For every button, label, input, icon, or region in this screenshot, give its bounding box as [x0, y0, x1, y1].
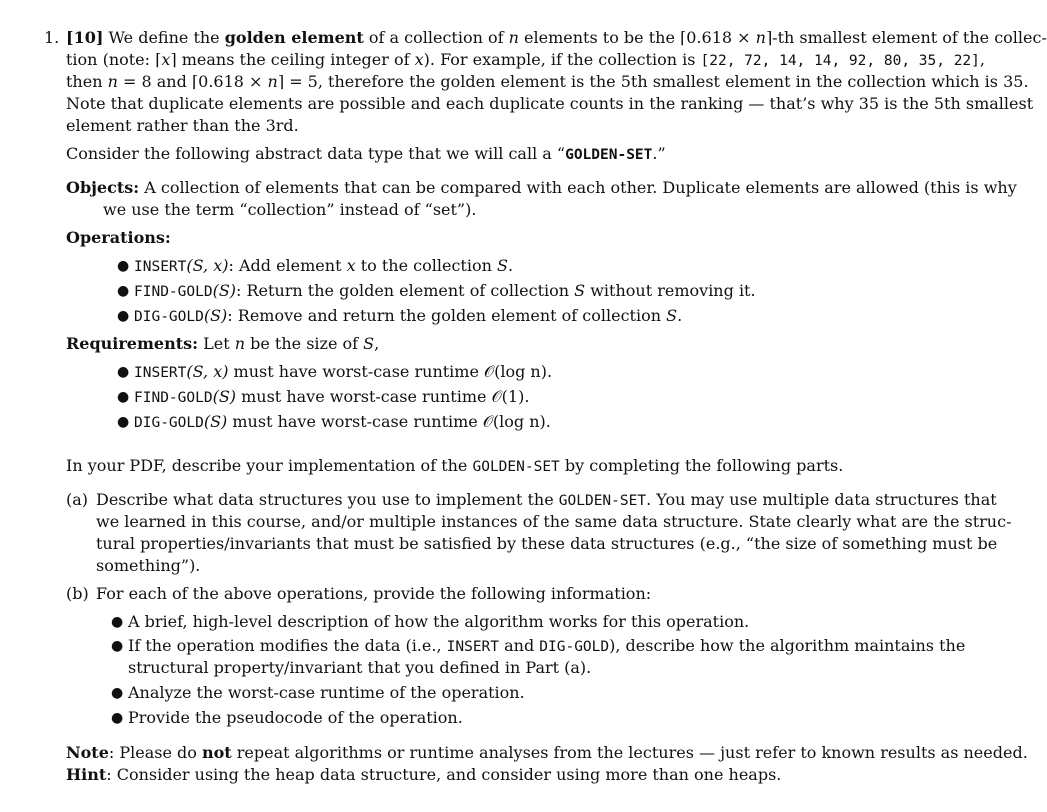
bullet-icon: ● [111, 638, 124, 654]
bullet-icon: ● [111, 614, 124, 630]
intro-line-4: Note that duplicate elements are possible and each duplicate counts in the ranking — that’s why 35 is the 5th smallest [66, 94, 1034, 113]
intro-line-2: tion (note: ⌈x⌉ means the ceiling integer of x). For example, if the collection is [22, 72, 14, 14, 92, 80, 35, 22], [66, 50, 985, 69]
part-a-line-1: Describe what data structures you use to implement the GOLDEN-SET. You may use multiple data structures that [96, 490, 997, 509]
part-b-item-runtime: Analyze the worst-case runtime of the operation. [128, 683, 525, 702]
part-b-item-invariant: If the operation modifies the data (i.e., INSERT and DIG-GOLD), describe how the algorithm maintains the [128, 636, 966, 655]
operation-find-gold: FIND-GOLD(S): Return the golden element of collection S without removing it. [134, 281, 756, 300]
bullet-icon: ● [117, 389, 130, 405]
part-a-line-2: we learned in this course, and/or multiple instances of the same data structure. State clearly what are the struc- [96, 512, 1012, 531]
note-label: Note [66, 743, 109, 762]
bullet-icon: ● [111, 710, 124, 726]
pdf-instructions: In your PDF, describe your implementation of the GOLDEN-SET by completing the following parts. [66, 456, 844, 475]
intro-line-3: then n = 8 and ⌈0.618 × n⌉ = 5, therefore the golden element is the 5th smallest element in the collection which is 35. [66, 72, 1029, 91]
part-a-label: (a) [66, 490, 89, 509]
part-b-item-invariant-line-2: structural property/invariant that you defined in Part (a). [128, 658, 592, 677]
part-b-item-description: A brief, high-level description of how the algorithm works for this operation. [128, 612, 750, 631]
part-b-item-pseudocode: Provide the pseudocode of the operation. [128, 708, 463, 727]
golden-element-term: golden element [224, 28, 364, 47]
note-paragraph: Note: Please do not repeat algorithms or runtime analyses from the lectures — just refer to known results as needed. [66, 743, 1028, 762]
operations-label: Operations: [66, 228, 171, 247]
consider-paragraph: Consider the following abstract data type that we will call a “GOLDEN-SET.” [66, 144, 666, 163]
hint-label: Hint [66, 765, 107, 784]
requirement-find-gold: FIND-GOLD(S) must have worst-case runtime 𝒪(1). [134, 387, 530, 406]
objects-line-2: we use the term “collection” instead of “set”). [103, 200, 477, 219]
bullet-icon: ● [117, 414, 130, 430]
intro-line-5: element rather than the 3rd. [66, 116, 299, 135]
example-collection: [22, 72, 14, 14, 92, 80, 35, 22] [700, 53, 980, 69]
requirement-dig-gold: DIG-GOLD(S) must have worst-case runtime 𝒪(log n). [134, 412, 551, 431]
part-b-intro: For each of the above operations, provide the following information: [96, 584, 652, 603]
operation-insert: INSERT(S, x): Add element x to the collection S. [134, 256, 514, 275]
objects-label: Objects: [66, 178, 140, 197]
objects-line-1: Objects: A collection of elements that can be compared with each other. Duplicate elements are allowed (this is why [66, 178, 1017, 197]
requirements-label: Requirements: [66, 334, 199, 353]
requirements-intro: Requirements: Let n be the size of S, [66, 334, 380, 353]
problem-number: 1. [44, 28, 60, 47]
bullet-icon: ● [117, 283, 130, 299]
part-b-label: (b) [66, 584, 89, 603]
bullet-icon: ● [117, 364, 130, 380]
problem-points: [10] [66, 28, 104, 47]
requirement-insert: INSERT(S, x) must have worst-case runtime 𝒪(log n). [134, 362, 553, 381]
bullet-icon: ● [117, 258, 130, 274]
hint-paragraph: Hint: Consider using the heap data structure, and consider using more than one heaps. [66, 765, 782, 784]
part-a-line-3: tural properties/invariants that must be satisfied by these data structures (e.g., “the size of something must be [96, 534, 998, 553]
intro-line-1: [10] We define the golden element of a collection of n elements to be the ⌈0.618 × n⌉-th smallest element of the collec- [66, 28, 1047, 47]
operation-dig-gold: DIG-GOLD(S): Remove and return the golden element of collection S. [134, 306, 683, 325]
bullet-icon: ● [111, 685, 124, 701]
bullet-icon: ● [117, 308, 130, 324]
part-a-line-4: something”). [96, 556, 201, 575]
golden-set-name: GOLDEN-SET [565, 147, 653, 163]
